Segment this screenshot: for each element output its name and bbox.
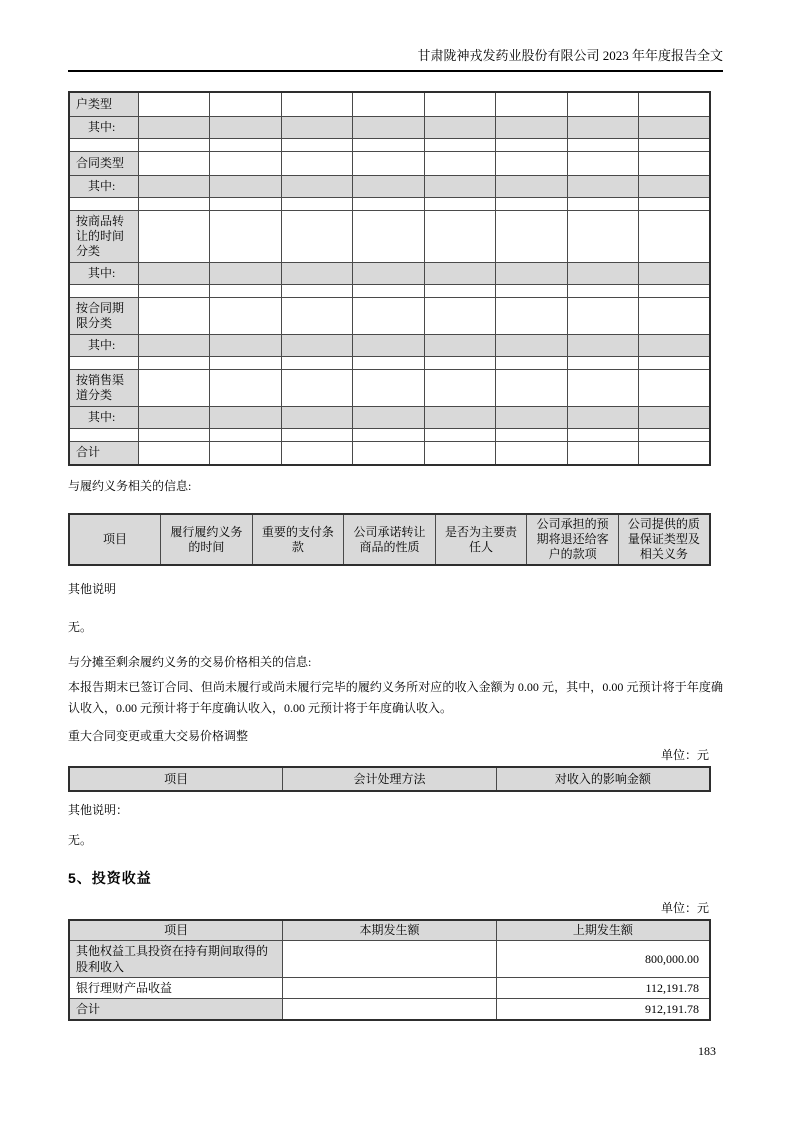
empty-data-cell — [281, 175, 353, 197]
table-row — [69, 262, 710, 284]
major-change-label: 重大合同变更或重大交易价格调整 — [68, 729, 249, 743]
empty-data-cell — [424, 441, 496, 465]
current-amount-cell — [283, 999, 497, 1021]
price-adjustment-table — [68, 766, 711, 792]
empty-data-cell — [639, 297, 711, 334]
row-label-cell — [69, 284, 138, 297]
empty-data-cell — [281, 197, 353, 210]
empty-data-cell — [424, 262, 496, 284]
table-row — [69, 334, 710, 356]
empty-data-cell — [138, 116, 210, 138]
investment-income-table — [68, 919, 711, 1021]
row-label-cell: 其中: — [69, 116, 138, 138]
empty-data-cell — [281, 284, 353, 297]
empty-data-cell — [210, 406, 282, 428]
table-row — [69, 175, 710, 197]
column-header: 对收入的影响金额 — [496, 767, 710, 791]
column-header: 项目 — [69, 514, 161, 565]
empty-data-cell — [567, 428, 639, 441]
empty-data-cell — [138, 406, 210, 428]
empty-data-cell — [424, 151, 496, 175]
empty-data-cell — [210, 262, 282, 284]
empty-data-cell — [138, 334, 210, 356]
other-note-label-2: 其他说明： — [68, 803, 129, 817]
table-header-row — [69, 514, 710, 565]
row-label-cell: 合计 — [69, 441, 138, 465]
empty-data-cell — [496, 406, 568, 428]
empty-data-cell — [281, 151, 353, 175]
table-row — [69, 406, 710, 428]
empty-data-cell — [210, 428, 282, 441]
empty-data-cell — [639, 441, 711, 465]
table-row — [69, 197, 710, 210]
empty-data-cell — [138, 441, 210, 465]
prior-amount-cell: 912,191.78 — [496, 999, 710, 1021]
empty-data-cell — [639, 210, 711, 262]
unit-label-2: 单位：元 — [660, 901, 709, 915]
table-row — [69, 428, 710, 441]
empty-data-cell — [353, 210, 425, 262]
empty-data-cell — [210, 175, 282, 197]
empty-data-cell — [424, 116, 496, 138]
prior-amount-cell: 112,191.78 — [496, 978, 710, 999]
empty-data-cell — [567, 116, 639, 138]
empty-data-cell — [639, 175, 711, 197]
empty-data-cell — [567, 175, 639, 197]
row-label-cell — [69, 428, 138, 441]
empty-data-cell — [281, 441, 353, 465]
empty-data-cell — [424, 92, 496, 116]
column-header: 项目 — [69, 920, 283, 941]
empty-data-cell — [424, 356, 496, 369]
empty-data-cell — [281, 210, 353, 262]
table-row — [69, 356, 710, 369]
empty-data-cell — [424, 197, 496, 210]
column-header: 公司承诺转让商品的性质 — [344, 514, 436, 565]
column-header: 履行履约义务的时间 — [161, 514, 253, 565]
empty-data-cell — [210, 210, 282, 262]
row-label-cell — [69, 197, 138, 210]
empty-data-cell — [353, 138, 425, 151]
empty-data-cell — [281, 334, 353, 356]
empty-data-cell — [424, 175, 496, 197]
empty-data-cell — [639, 406, 711, 428]
row-label-cell: 银行理财产品收益 — [69, 978, 283, 999]
table-header-row — [69, 920, 710, 941]
empty-data-cell — [138, 151, 210, 175]
report-title: 甘肃陇神戎发药业股份有限公司 2023 年年度报告全文 — [417, 48, 723, 63]
empty-data-cell — [567, 406, 639, 428]
empty-data-cell — [353, 175, 425, 197]
empty-data-cell — [138, 92, 210, 116]
none-text-2: 无。 — [68, 833, 93, 847]
table-row — [69, 116, 710, 138]
empty-data-cell — [138, 356, 210, 369]
empty-data-cell — [567, 210, 639, 262]
row-label-cell: 按销售渠道分类 — [69, 369, 138, 406]
empty-data-cell — [424, 297, 496, 334]
column-header: 本期发生额 — [283, 920, 497, 941]
column-header: 公司承担的预期将退还给客户的款项 — [527, 514, 619, 565]
table-row — [69, 941, 710, 978]
empty-data-cell — [639, 197, 711, 210]
empty-data-cell — [138, 210, 210, 262]
empty-data-cell — [496, 175, 568, 197]
empty-data-cell — [567, 297, 639, 334]
table-row — [69, 210, 710, 262]
section-heading-investment-income: 5、投资收益 — [68, 870, 152, 886]
empty-data-cell — [353, 297, 425, 334]
empty-data-cell — [138, 197, 210, 210]
table-row — [69, 297, 710, 334]
table-row — [69, 92, 710, 116]
empty-data-cell — [353, 406, 425, 428]
empty-data-cell — [281, 297, 353, 334]
empty-data-cell — [353, 441, 425, 465]
empty-data-cell — [353, 116, 425, 138]
empty-data-cell — [639, 151, 711, 175]
obligation-info-label: 与履约义务相关的信息: — [68, 479, 192, 493]
empty-data-cell — [138, 369, 210, 406]
empty-data-cell — [639, 369, 711, 406]
empty-data-cell — [496, 197, 568, 210]
empty-data-cell — [496, 116, 568, 138]
page-number: 183 — [698, 1044, 716, 1058]
empty-data-cell — [281, 138, 353, 151]
empty-data-cell — [210, 151, 282, 175]
empty-data-cell — [281, 262, 353, 284]
empty-data-cell — [353, 262, 425, 284]
empty-data-cell — [639, 334, 711, 356]
empty-data-cell — [424, 428, 496, 441]
row-label-cell: 其他权益工具投资在持有期间取得的股利收入 — [69, 941, 283, 978]
empty-data-cell — [639, 356, 711, 369]
row-label-cell: 按合同期限分类 — [69, 297, 138, 334]
empty-data-cell — [496, 369, 568, 406]
column-header: 是否为主要责任人 — [435, 514, 527, 565]
empty-data-cell — [424, 334, 496, 356]
table-row — [69, 151, 710, 175]
current-amount-cell — [283, 978, 497, 999]
table-row — [69, 999, 710, 1021]
empty-data-cell — [210, 197, 282, 210]
empty-data-cell — [138, 262, 210, 284]
empty-data-cell — [496, 151, 568, 175]
row-label-cell: 合同类型 — [69, 151, 138, 175]
empty-data-cell — [210, 356, 282, 369]
empty-data-cell — [210, 92, 282, 116]
empty-data-cell — [138, 138, 210, 151]
empty-data-cell — [138, 428, 210, 441]
empty-data-cell — [281, 92, 353, 116]
empty-data-cell — [353, 428, 425, 441]
empty-data-cell — [210, 369, 282, 406]
empty-data-cell — [496, 262, 568, 284]
performance-obligation-table — [68, 513, 711, 566]
empty-data-cell — [424, 284, 496, 297]
empty-data-cell — [496, 356, 568, 369]
unit-label-1: 单位：元 — [660, 748, 709, 762]
empty-data-cell — [639, 138, 711, 151]
row-label-cell: 其中: — [69, 406, 138, 428]
investment-income-body — [69, 941, 710, 1021]
empty-data-cell — [496, 92, 568, 116]
empty-data-cell — [567, 369, 639, 406]
row-label-cell: 合计 — [69, 999, 283, 1021]
empty-data-cell — [281, 369, 353, 406]
none-text-1: 无。 — [68, 620, 93, 634]
empty-data-cell — [281, 406, 353, 428]
empty-data-cell — [639, 284, 711, 297]
row-label-cell: 其中: — [69, 175, 138, 197]
empty-data-cell — [496, 138, 568, 151]
page-content — [68, 0, 723, 1021]
empty-data-cell — [281, 116, 353, 138]
empty-data-cell — [424, 406, 496, 428]
other-note-label-1: 其他说明 — [68, 582, 117, 596]
table-row — [69, 369, 710, 406]
empty-data-cell — [353, 197, 425, 210]
column-header: 重要的支付条款 — [252, 514, 344, 565]
empty-data-cell — [353, 356, 425, 369]
empty-data-cell — [567, 356, 639, 369]
row-label-cell — [69, 356, 138, 369]
empty-data-cell — [210, 284, 282, 297]
empty-data-cell — [496, 284, 568, 297]
prior-amount-cell: 800,000.00 — [496, 941, 710, 978]
empty-data-cell — [138, 175, 210, 197]
empty-data-cell — [138, 297, 210, 334]
empty-data-cell — [353, 369, 425, 406]
table-row — [69, 284, 710, 297]
revenue-classification-table — [68, 91, 711, 466]
empty-data-cell — [496, 297, 568, 334]
empty-data-cell — [567, 138, 639, 151]
empty-data-cell — [424, 369, 496, 406]
remaining-price-info-label: 与分摊至剩余履约义务的交易价格相关的信息: — [68, 655, 312, 669]
row-label-cell: 户类型 — [69, 92, 138, 116]
table-row — [69, 138, 710, 151]
report-header — [68, 0, 723, 72]
empty-data-cell — [567, 197, 639, 210]
row-label-cell: 按商品转让的时间分类 — [69, 210, 138, 262]
empty-data-cell — [353, 92, 425, 116]
empty-data-cell — [353, 334, 425, 356]
remaining-price-paragraph: 本报告期末已签订合同、但尚未履行或尚未履行完毕的履约义务所对应的收入金额为 0.00 元，其中，0.00 元预计将于年度确认收入，0.00 元预计将于年度确认收入，0.00 元预计将于年度确认收入。 — [68, 680, 723, 715]
table-row — [69, 441, 710, 465]
table-header-row — [69, 767, 710, 791]
empty-data-cell — [496, 210, 568, 262]
empty-data-cell — [567, 284, 639, 297]
row-label-cell: 其中: — [69, 334, 138, 356]
empty-data-cell — [210, 297, 282, 334]
empty-data-cell — [210, 441, 282, 465]
empty-data-cell — [210, 138, 282, 151]
empty-data-cell — [567, 262, 639, 284]
empty-data-cell — [281, 356, 353, 369]
empty-data-cell — [424, 210, 496, 262]
empty-data-cell — [639, 428, 711, 441]
empty-data-cell — [567, 334, 639, 356]
empty-data-cell — [496, 334, 568, 356]
empty-data-cell — [281, 428, 353, 441]
column-header: 上期发生额 — [496, 920, 710, 941]
empty-data-cell — [639, 92, 711, 116]
empty-data-cell — [210, 116, 282, 138]
empty-data-cell — [210, 334, 282, 356]
column-header: 会计处理方法 — [283, 767, 497, 791]
empty-data-cell — [639, 262, 711, 284]
empty-data-cell — [353, 151, 425, 175]
table-row — [69, 978, 710, 999]
empty-data-cell — [567, 92, 639, 116]
empty-data-cell — [496, 428, 568, 441]
empty-data-cell — [138, 284, 210, 297]
row-label-cell: 其中: — [69, 262, 138, 284]
empty-data-cell — [353, 284, 425, 297]
column-header: 公司提供的质量保证类型及相关义务 — [618, 514, 710, 565]
empty-data-cell — [567, 441, 639, 465]
empty-data-cell — [639, 116, 711, 138]
revenue-classification-body — [69, 92, 710, 465]
empty-data-cell — [424, 138, 496, 151]
empty-data-cell — [496, 441, 568, 465]
current-amount-cell — [283, 941, 497, 978]
empty-data-cell — [567, 151, 639, 175]
row-label-cell — [69, 138, 138, 151]
column-header: 项目 — [69, 767, 283, 791]
